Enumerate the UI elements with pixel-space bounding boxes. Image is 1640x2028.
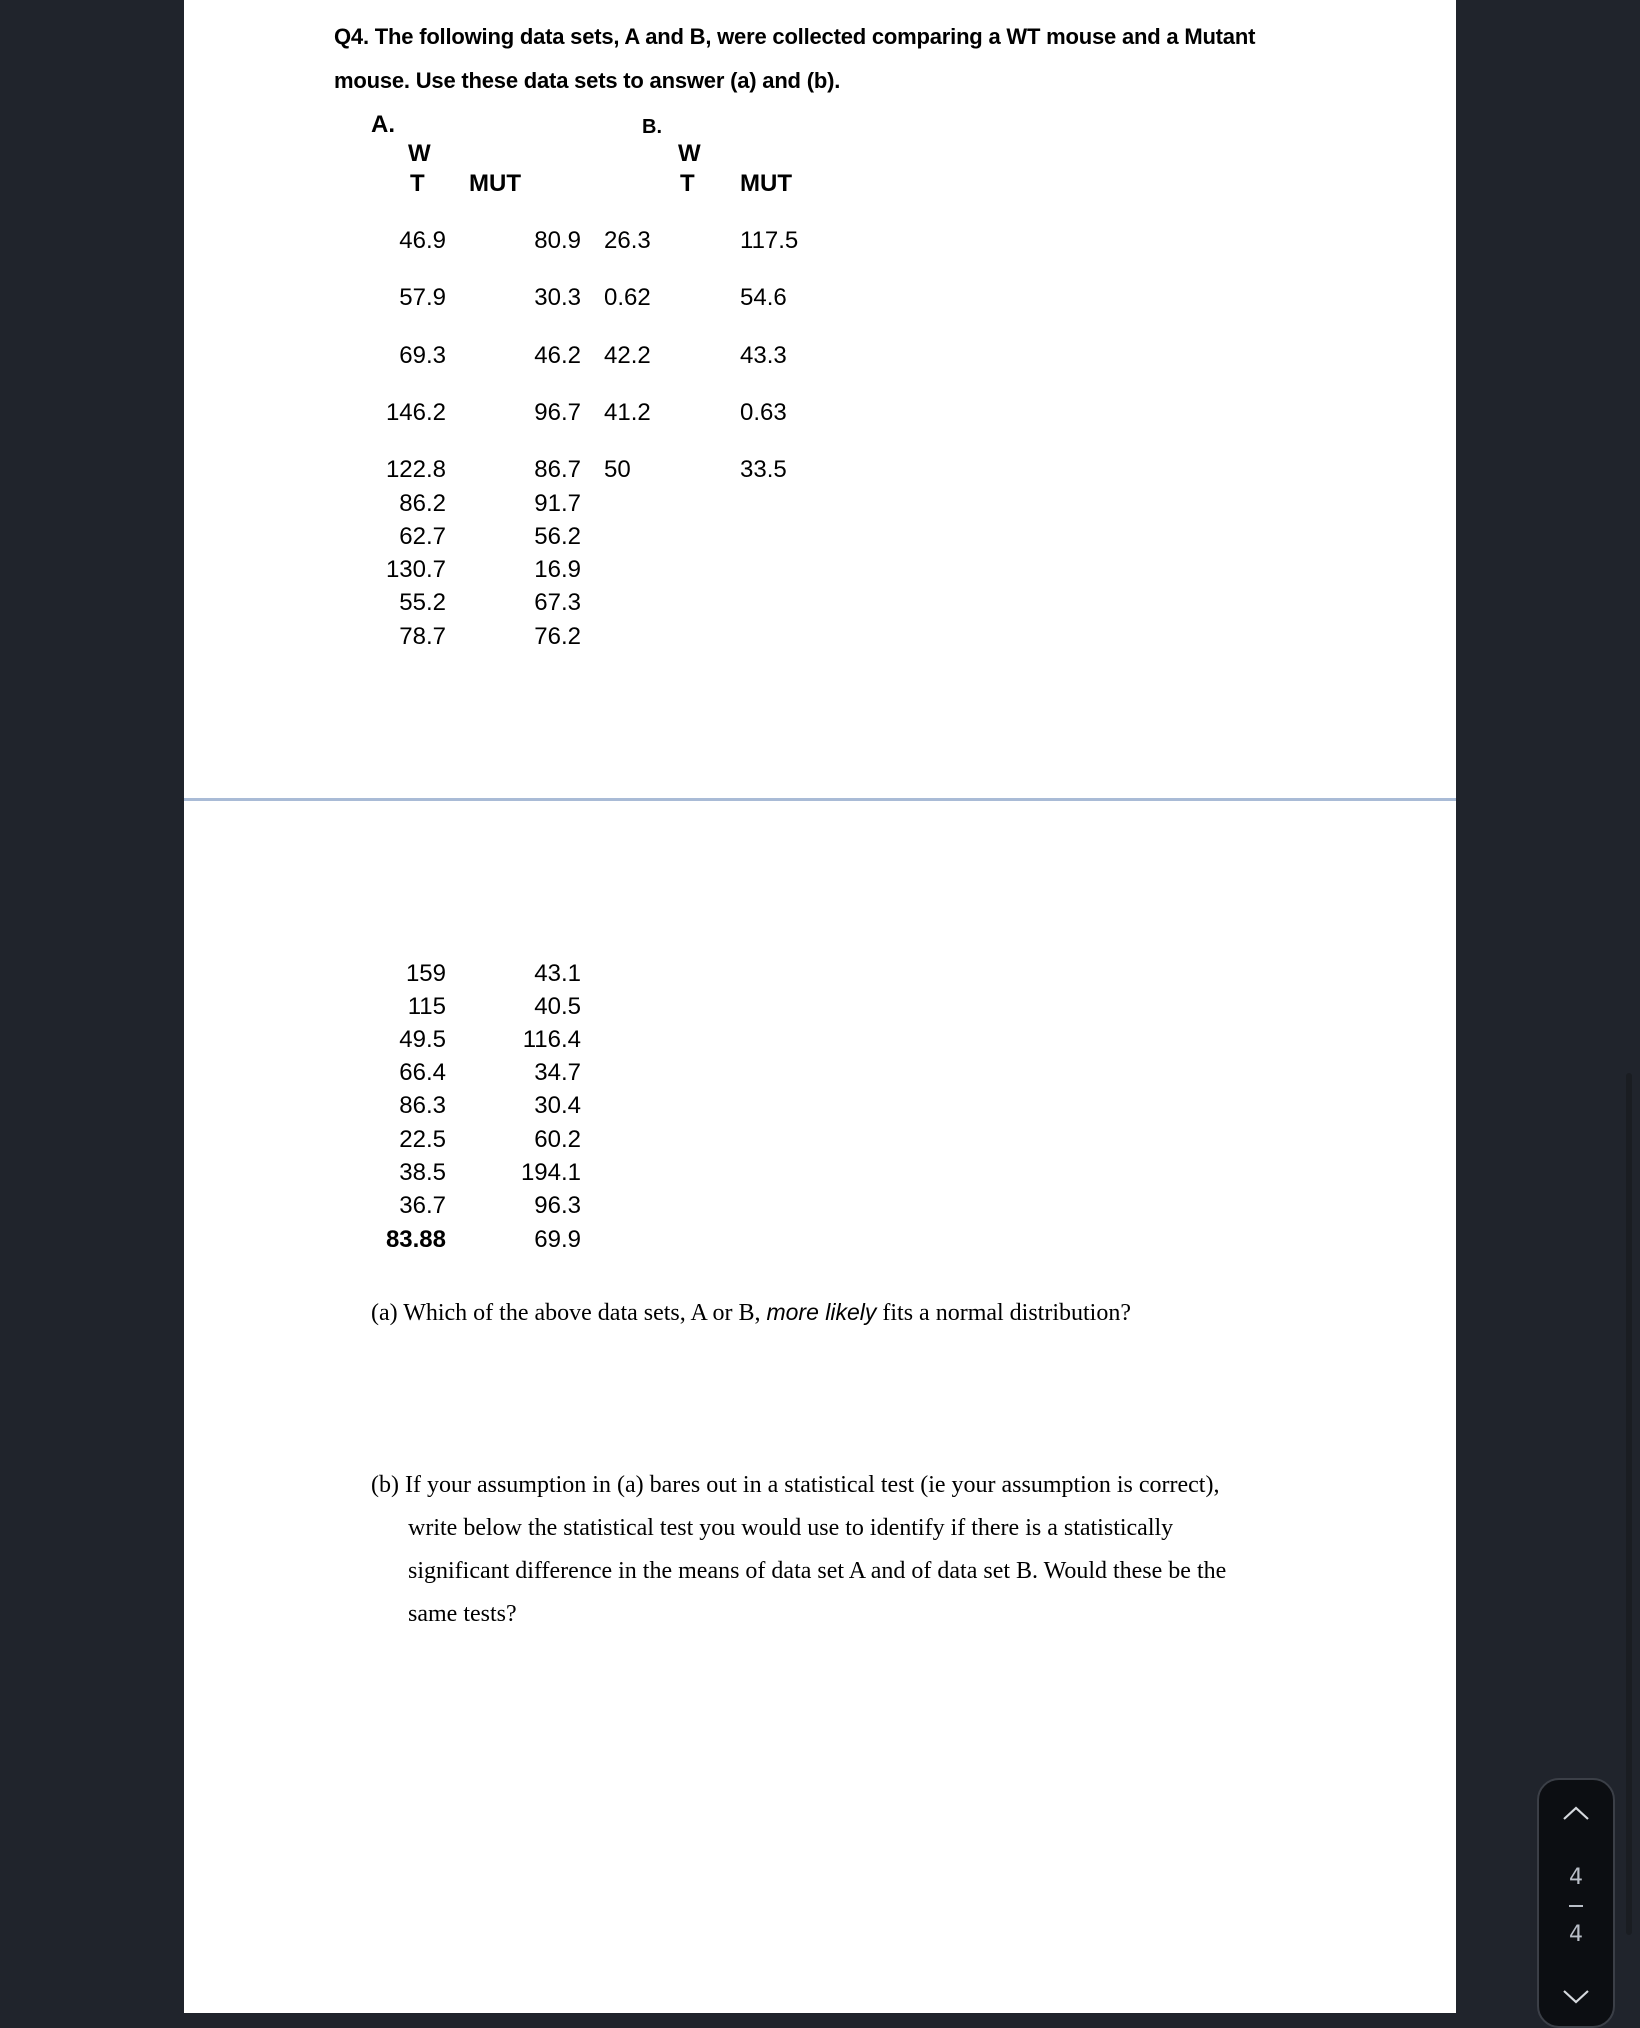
a-mut-value: 91.7	[534, 490, 581, 517]
a-wt-value: 46.9	[399, 227, 446, 254]
a-wt-value: 86.2	[399, 490, 446, 517]
previous-page-button[interactable]	[1539, 1788, 1613, 1838]
a-wt-value: 22.5	[399, 1126, 446, 1153]
a-wt-value: 66.4	[399, 1059, 446, 1086]
a-mut-value: 34.7	[534, 1059, 581, 1086]
a-mut-value: 194.1	[520, 1159, 581, 1186]
page-divider	[184, 798, 1456, 801]
a-wt-value: 78.7	[399, 623, 446, 650]
b-wt-value: 42.2	[604, 342, 651, 369]
a-wt-value: 130.7	[385, 556, 446, 583]
a-wt-value: 49.5	[399, 1026, 446, 1053]
part-b-line-1: (b) If your assumption in (a) bares out in a statistical test (ie your assumption is correct),	[371, 1472, 1220, 1498]
a-mut-value: 43.1	[534, 960, 581, 987]
a-mut-value: 96.3	[534, 1192, 581, 1219]
a-mut-value: 80.9	[534, 227, 581, 254]
dataset-b-label: B.	[642, 116, 662, 138]
b-mut-value: 0.63	[740, 399, 787, 426]
b-mut-value: 43.3	[740, 342, 787, 369]
a-wt-value: 115	[407, 993, 446, 1020]
a-mut-value: 116.4	[522, 1026, 581, 1053]
b-wt-value: 0.62	[604, 284, 651, 311]
a-mut-value: 86.7	[534, 456, 581, 483]
dataset-a-wt-header-top: W	[408, 140, 431, 167]
next-page-button[interactable]	[1539, 1972, 1613, 2022]
a-wt-value: 122.8	[385, 456, 446, 483]
a-mut-value: 67.3	[534, 589, 581, 616]
a-mut-value: 69.9	[534, 1226, 581, 1253]
part-a-prefix: (a) Which of the above data sets, A or B,	[371, 1300, 767, 1326]
a-wt-value: 159	[405, 960, 446, 987]
b-wt-value: 50	[604, 456, 631, 483]
dataset-b-mut-header: MUT	[740, 170, 792, 197]
question-line-2: mouse. Use these data sets to answer (a) and (b).	[334, 68, 841, 93]
part-a-suffix: fits a normal distribution?	[876, 1300, 1131, 1326]
a-mut-value: 30.4	[534, 1092, 581, 1119]
part-b-line-2: write below the statistical test you would use to identify if there is a statistically	[408, 1515, 1174, 1541]
part-b-line-4: same tests?	[408, 1601, 517, 1627]
a-wt-value: 57.9	[399, 284, 446, 311]
a-wt-value: 55.2	[399, 589, 446, 616]
page-navigator	[1537, 1778, 1615, 2028]
a-wt-value: 69.3	[399, 342, 446, 369]
current-page-number: 4	[1569, 1865, 1583, 1890]
a-mut-value: 76.2	[534, 623, 581, 650]
a-mut-value: 60.2	[534, 1126, 581, 1153]
a-mut-value: 96.7	[534, 399, 581, 426]
page-separator	[1569, 1905, 1583, 1907]
b-mut-value: 33.5	[740, 456, 787, 483]
a-wt-value: 36.7	[399, 1192, 446, 1219]
a-wt-value: 38.5	[399, 1159, 446, 1186]
a-wt-value: 86.3	[399, 1092, 446, 1119]
a-wt-value: 62.7	[399, 523, 446, 550]
dataset-b-wt-header-top: W	[678, 140, 701, 167]
chevron-up-icon	[1562, 1805, 1590, 1821]
dataset-a-label: A.	[371, 111, 395, 138]
b-mut-value: 54.6	[740, 284, 787, 311]
question-line-1: Q4. The following data sets, A and B, were collected comparing a WT mouse and a Mutant	[334, 24, 1256, 49]
pdf-page	[184, 0, 1456, 2013]
part-a-question	[371, 1297, 1131, 1328]
a-mut-value: 56.2	[534, 523, 581, 550]
b-wt-value: 41.2	[604, 399, 651, 426]
a-mut-value: 30.3	[534, 284, 581, 311]
a-mut-value: 46.2	[534, 342, 581, 369]
a-mut-value: 40.5	[534, 993, 581, 1020]
dataset-a-wt-header-bottom: T	[410, 170, 425, 197]
dataset-b-wt-header-bottom: T	[680, 170, 695, 197]
part-a-emphasis: more likely	[766, 1299, 877, 1325]
a-mut-value: 16.9	[534, 556, 581, 583]
b-mut-value: 117.5	[740, 227, 799, 254]
a-wt-mean-value: 83.88	[385, 1226, 446, 1253]
total-page-count: 4	[1569, 1922, 1583, 1947]
b-wt-value: 26.3	[604, 227, 651, 254]
part-b-line-3: significant difference in the means of data set A and of data set B. Would these be the	[408, 1558, 1227, 1584]
dataset-a-mut-header: MUT	[469, 170, 521, 197]
chevron-down-icon	[1562, 1989, 1590, 2005]
vertical-scrollbar[interactable]	[1626, 1073, 1632, 1935]
a-wt-value: 146.2	[385, 399, 446, 426]
